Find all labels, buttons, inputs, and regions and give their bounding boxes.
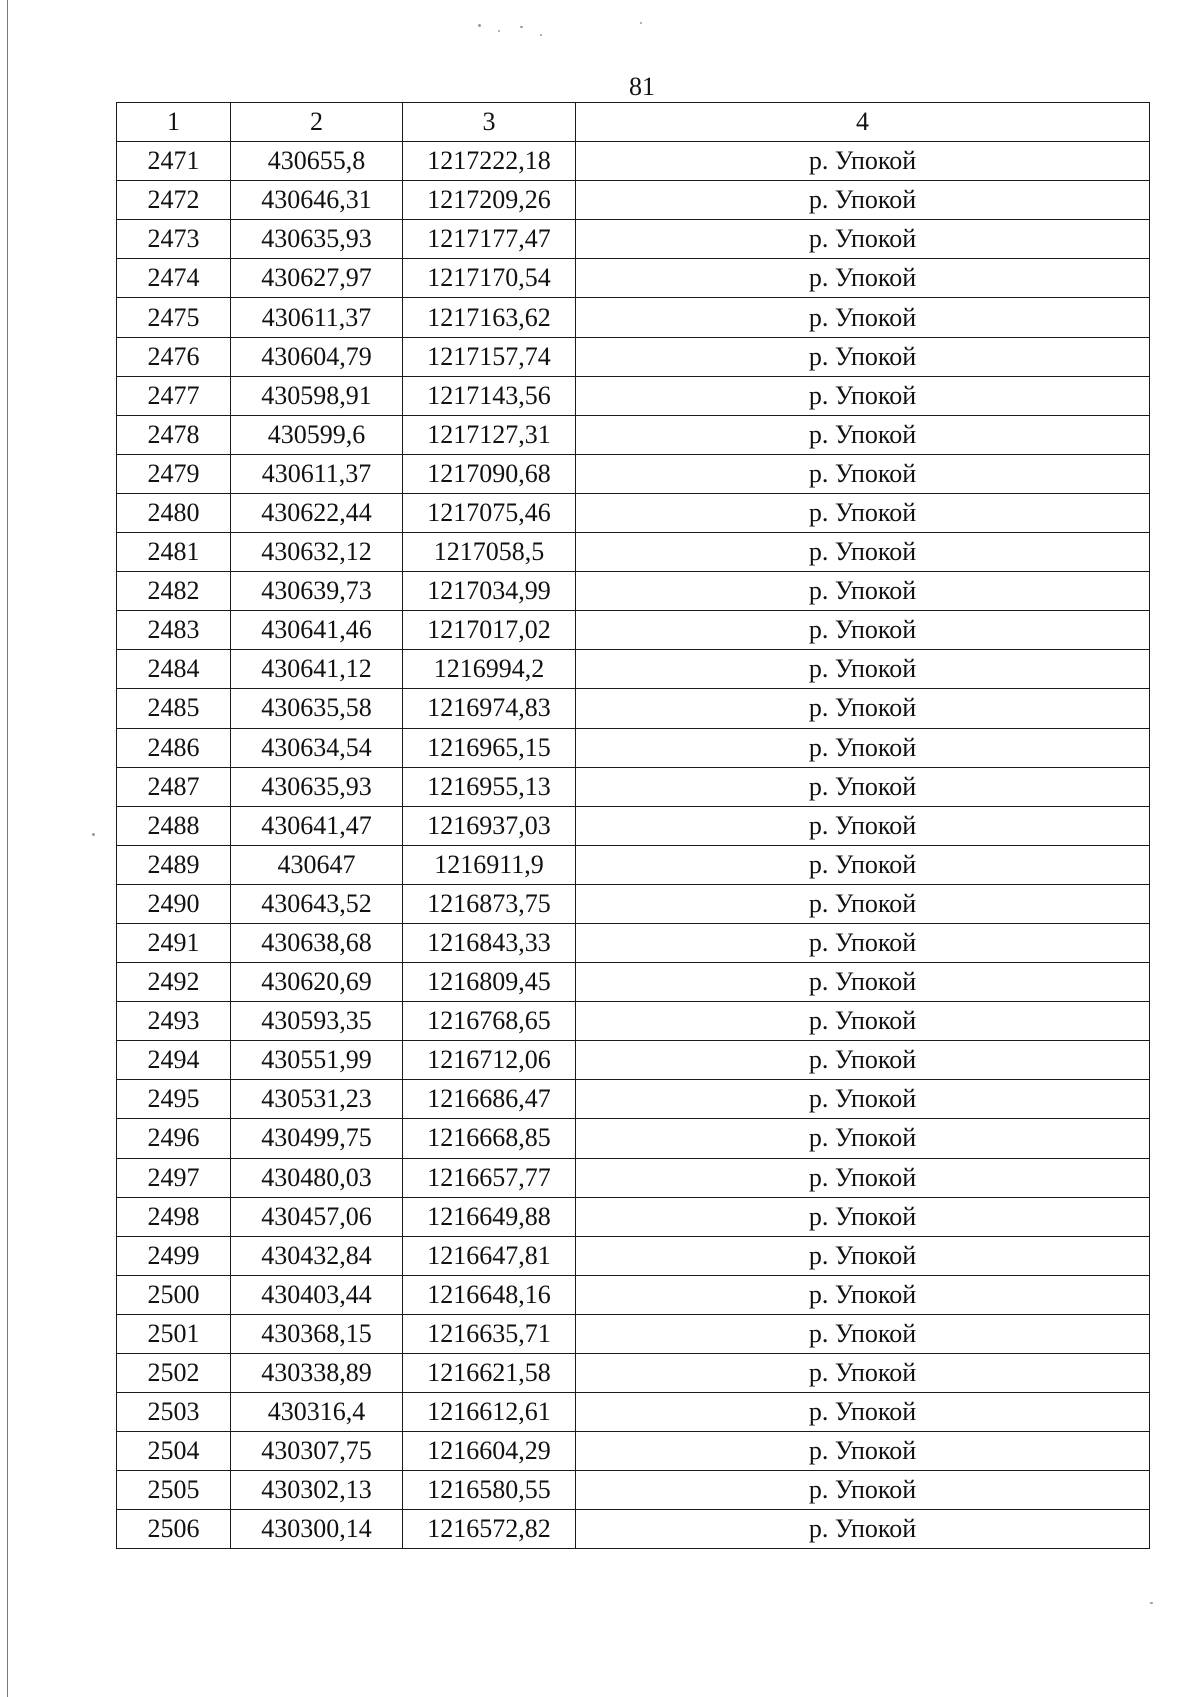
description-cell: р. Упокой [576, 1236, 1150, 1275]
x-coordinate-cell: 430634,54 [231, 728, 403, 767]
x-coordinate-cell: 430499,75 [231, 1119, 403, 1158]
scan-speck [540, 34, 542, 36]
x-coordinate-cell: 430638,68 [231, 923, 403, 962]
point-number-cell: 2505 [117, 1471, 231, 1510]
y-coordinate-cell: 1217127,31 [403, 415, 576, 454]
x-coordinate-cell: 430635,93 [231, 220, 403, 259]
point-number-cell: 2495 [117, 1080, 231, 1119]
y-coordinate-cell: 1216621,58 [403, 1354, 576, 1393]
table-row [117, 259, 1150, 298]
table-row [117, 1236, 1150, 1275]
x-coordinate-cell: 430531,23 [231, 1080, 403, 1119]
x-coordinate-cell: 430457,06 [231, 1197, 403, 1236]
x-coordinate-cell: 430611,37 [231, 298, 403, 337]
description-cell: р. Упокой [576, 1510, 1150, 1549]
x-coordinate-cell: 430300,14 [231, 1510, 403, 1549]
description-cell: р. Упокой [576, 259, 1150, 298]
y-coordinate-cell: 1217163,62 [403, 298, 576, 337]
description-cell: р. Упокой [576, 1002, 1150, 1041]
y-coordinate-cell: 1216974,83 [403, 689, 576, 728]
table-row [117, 884, 1150, 923]
table-row [117, 650, 1150, 689]
table-row [117, 493, 1150, 532]
description-cell: р. Упокой [576, 806, 1150, 845]
y-coordinate-cell: 1216649,88 [403, 1197, 576, 1236]
x-coordinate-cell: 430639,73 [231, 572, 403, 611]
point-number-cell: 2494 [117, 1041, 231, 1080]
point-number-cell: 2483 [117, 611, 231, 650]
x-coordinate-cell: 430598,91 [231, 376, 403, 415]
x-coordinate-cell: 430316,4 [231, 1393, 403, 1432]
point-number-cell: 2477 [117, 376, 231, 415]
x-coordinate-cell: 430403,44 [231, 1275, 403, 1314]
table-row [117, 923, 1150, 962]
point-number-cell: 2496 [117, 1119, 231, 1158]
description-cell: р. Упокой [576, 884, 1150, 923]
y-coordinate-cell: 1217157,74 [403, 337, 576, 376]
scan-speck [520, 26, 523, 28]
x-coordinate-cell: 430432,84 [231, 1236, 403, 1275]
description-cell: р. Упокой [576, 1080, 1150, 1119]
description-cell: р. Упокой [576, 1354, 1150, 1393]
y-coordinate-cell: 1216604,29 [403, 1432, 576, 1471]
description-cell: р. Упокой [576, 1158, 1150, 1197]
point-number-cell: 2475 [117, 298, 231, 337]
y-coordinate-cell: 1217034,99 [403, 572, 576, 611]
point-number-cell: 2504 [117, 1432, 231, 1471]
scan-speck [640, 22, 642, 24]
table-row [117, 454, 1150, 493]
point-number-cell: 2484 [117, 650, 231, 689]
y-coordinate-cell: 1216768,65 [403, 1002, 576, 1041]
description-cell: р. Упокой [576, 454, 1150, 493]
x-coordinate-cell: 430627,97 [231, 259, 403, 298]
point-number-cell: 2472 [117, 181, 231, 220]
table-row [117, 1275, 1150, 1314]
x-coordinate-cell: 430632,12 [231, 533, 403, 572]
coordinates-table [116, 102, 1150, 1549]
point-number-cell: 2501 [117, 1314, 231, 1353]
table-row [117, 611, 1150, 650]
point-number-cell: 2480 [117, 493, 231, 532]
x-coordinate-cell: 430604,79 [231, 337, 403, 376]
point-number-cell: 2497 [117, 1158, 231, 1197]
point-number-cell: 2500 [117, 1275, 231, 1314]
table-row [117, 415, 1150, 454]
y-coordinate-cell: 1217090,68 [403, 454, 576, 493]
x-coordinate-cell: 430635,93 [231, 767, 403, 806]
scan-edge-line [7, 0, 8, 1697]
y-coordinate-cell: 1217017,02 [403, 611, 576, 650]
table-row [117, 533, 1150, 572]
y-coordinate-cell: 1217075,46 [403, 493, 576, 532]
description-cell: р. Упокой [576, 728, 1150, 767]
table-row [117, 806, 1150, 845]
x-coordinate-cell: 430646,31 [231, 181, 403, 220]
column-header-3: 3 [403, 103, 576, 142]
y-coordinate-cell: 1216965,15 [403, 728, 576, 767]
point-number-cell: 2489 [117, 845, 231, 884]
x-coordinate-cell: 430593,35 [231, 1002, 403, 1041]
table-row [117, 1119, 1150, 1158]
y-coordinate-cell: 1216809,45 [403, 963, 576, 1002]
table-row [117, 142, 1150, 181]
description-cell: р. Упокой [576, 220, 1150, 259]
x-coordinate-cell: 430599,6 [231, 415, 403, 454]
description-cell: р. Упокой [576, 1197, 1150, 1236]
point-number-cell: 2499 [117, 1236, 231, 1275]
x-coordinate-cell: 430641,12 [231, 650, 403, 689]
x-coordinate-cell: 430641,46 [231, 611, 403, 650]
table-row [117, 1197, 1150, 1236]
description-cell: р. Упокой [576, 1041, 1150, 1080]
y-coordinate-cell: 1217222,18 [403, 142, 576, 181]
y-coordinate-cell: 1216572,82 [403, 1510, 576, 1549]
table-row [117, 220, 1150, 259]
x-coordinate-cell: 430655,8 [231, 142, 403, 181]
scan-speck [478, 24, 481, 27]
point-number-cell: 2490 [117, 884, 231, 923]
x-coordinate-cell: 430611,37 [231, 454, 403, 493]
table-row [117, 1354, 1150, 1393]
scan-speck [1150, 1602, 1153, 1604]
x-coordinate-cell: 430338,89 [231, 1354, 403, 1393]
description-cell: р. Упокой [576, 1432, 1150, 1471]
description-cell: р. Упокой [576, 533, 1150, 572]
scan-speck [92, 833, 95, 836]
y-coordinate-cell: 1216911,9 [403, 845, 576, 884]
table-row [117, 1002, 1150, 1041]
point-number-cell: 2492 [117, 963, 231, 1002]
description-cell: р. Упокой [576, 1275, 1150, 1314]
table-row [117, 298, 1150, 337]
y-coordinate-cell: 1217058,5 [403, 533, 576, 572]
table-row [117, 181, 1150, 220]
point-number-cell: 2473 [117, 220, 231, 259]
description-cell: р. Упокой [576, 572, 1150, 611]
y-coordinate-cell: 1217177,47 [403, 220, 576, 259]
point-number-cell: 2503 [117, 1393, 231, 1432]
description-cell: р. Упокой [576, 650, 1150, 689]
table-header-row [117, 103, 1150, 142]
description-cell: р. Упокой [576, 298, 1150, 337]
y-coordinate-cell: 1216712,06 [403, 1041, 576, 1080]
point-number-cell: 2486 [117, 728, 231, 767]
y-coordinate-cell: 1216648,16 [403, 1275, 576, 1314]
x-coordinate-cell: 430635,58 [231, 689, 403, 728]
table-row [117, 1080, 1150, 1119]
point-number-cell: 2488 [117, 806, 231, 845]
x-coordinate-cell: 430480,03 [231, 1158, 403, 1197]
x-coordinate-cell: 430622,44 [231, 493, 403, 532]
point-number-cell: 2476 [117, 337, 231, 376]
description-cell: р. Упокой [576, 415, 1150, 454]
description-cell: р. Упокой [576, 963, 1150, 1002]
column-header-2: 2 [231, 103, 403, 142]
point-number-cell: 2498 [117, 1197, 231, 1236]
description-cell: р. Упокой [576, 142, 1150, 181]
point-number-cell: 2479 [117, 454, 231, 493]
y-coordinate-cell: 1217209,26 [403, 181, 576, 220]
point-number-cell: 2506 [117, 1510, 231, 1549]
point-number-cell: 2493 [117, 1002, 231, 1041]
description-cell: р. Упокой [576, 845, 1150, 884]
y-coordinate-cell: 1216994,2 [403, 650, 576, 689]
table-row [117, 963, 1150, 1002]
point-number-cell: 2502 [117, 1354, 231, 1393]
x-coordinate-cell: 430302,13 [231, 1471, 403, 1510]
page-number: 81 [629, 72, 655, 101]
table-row [117, 572, 1150, 611]
x-coordinate-cell: 430620,69 [231, 963, 403, 1002]
point-number-cell: 2485 [117, 689, 231, 728]
description-cell: р. Упокой [576, 611, 1150, 650]
y-coordinate-cell: 1216686,47 [403, 1080, 576, 1119]
table-row [117, 1314, 1150, 1353]
description-cell: р. Упокой [576, 1314, 1150, 1353]
y-coordinate-cell: 1216580,55 [403, 1471, 576, 1510]
description-cell: р. Упокой [576, 923, 1150, 962]
point-number-cell: 2474 [117, 259, 231, 298]
description-cell: р. Упокой [576, 689, 1150, 728]
y-coordinate-cell: 1216843,33 [403, 923, 576, 962]
column-header-4: 4 [576, 103, 1150, 142]
y-coordinate-cell: 1217170,54 [403, 259, 576, 298]
table-row [117, 845, 1150, 884]
table-row [117, 728, 1150, 767]
x-coordinate-cell: 430641,47 [231, 806, 403, 845]
y-coordinate-cell: 1216635,71 [403, 1314, 576, 1353]
point-number-cell: 2478 [117, 415, 231, 454]
table-row [117, 337, 1150, 376]
x-coordinate-cell: 430643,52 [231, 884, 403, 923]
point-number-cell: 2482 [117, 572, 231, 611]
y-coordinate-cell: 1216668,85 [403, 1119, 576, 1158]
description-cell: р. Упокой [576, 1119, 1150, 1158]
description-cell: р. Упокой [576, 493, 1150, 532]
y-coordinate-cell: 1217143,56 [403, 376, 576, 415]
table-row [117, 689, 1150, 728]
table-body [117, 142, 1150, 1549]
x-coordinate-cell: 430551,99 [231, 1041, 403, 1080]
description-cell: р. Упокой [576, 1393, 1150, 1432]
table-row [117, 1471, 1150, 1510]
x-coordinate-cell: 430647 [231, 845, 403, 884]
y-coordinate-cell: 1216955,13 [403, 767, 576, 806]
table-row [117, 1041, 1150, 1080]
x-coordinate-cell: 430368,15 [231, 1314, 403, 1353]
description-cell: р. Упокой [576, 376, 1150, 415]
y-coordinate-cell: 1216937,03 [403, 806, 576, 845]
point-number-cell: 2487 [117, 767, 231, 806]
y-coordinate-cell: 1216873,75 [403, 884, 576, 923]
scan-speck [498, 30, 500, 32]
y-coordinate-cell: 1216657,77 [403, 1158, 576, 1197]
table-row [117, 767, 1150, 806]
point-number-cell: 2481 [117, 533, 231, 572]
table-row [117, 1432, 1150, 1471]
table-row [117, 1158, 1150, 1197]
description-cell: р. Упокой [576, 181, 1150, 220]
description-cell: р. Упокой [576, 767, 1150, 806]
x-coordinate-cell: 430307,75 [231, 1432, 403, 1471]
point-number-cell: 2491 [117, 923, 231, 962]
table-row [117, 376, 1150, 415]
table-row [117, 1393, 1150, 1432]
y-coordinate-cell: 1216612,61 [403, 1393, 576, 1432]
column-header-1: 1 [117, 103, 231, 142]
description-cell: р. Упокой [576, 1471, 1150, 1510]
point-number-cell: 2471 [117, 142, 231, 181]
y-coordinate-cell: 1216647,81 [403, 1236, 576, 1275]
description-cell: р. Упокой [576, 337, 1150, 376]
table-row [117, 1510, 1150, 1549]
